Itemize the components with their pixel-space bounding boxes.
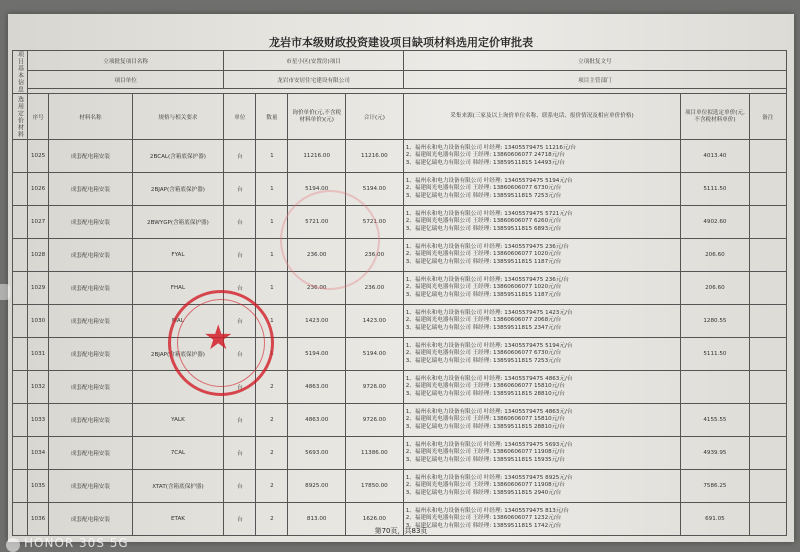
side-cell — [13, 272, 28, 305]
row-unit: 台 — [224, 140, 256, 173]
row-approved-price: 7586.25 — [681, 470, 749, 503]
header-unit: 单位 — [224, 94, 256, 140]
row-material-name: 成套配电箱安装 — [49, 338, 132, 371]
supplier-quote: 1、福州永和电力设备有限公司 叶经理: 13405579475 8925元/台 — [405, 474, 573, 481]
side-cell — [13, 404, 28, 437]
row-qty: 2 — [256, 470, 288, 503]
supplier-quote: 3、福建亿瑞电力有限公司 韩经理: 13859511815 28810元/台 — [405, 390, 565, 397]
side-label-project-info: 项目基本信息 — [13, 51, 28, 94]
row-approved-price: 4155.55 — [681, 404, 749, 437]
row-spec: 2BJAP(含箱底保护器) — [132, 338, 224, 371]
row-qty: 1 — [256, 305, 288, 338]
row-unit-price: 1423.00 — [288, 305, 346, 338]
row-remark — [749, 239, 786, 272]
table-row — [13, 305, 787, 338]
row-seq: 1035 — [27, 470, 48, 503]
row-unit: 台 — [224, 239, 256, 272]
approval-table — [12, 50, 787, 536]
row-spec: ETAK — [132, 503, 224, 536]
row-seq: 1036 — [27, 503, 48, 536]
supplier-quote: 1、福州永和电力设备有限公司 叶经理: 13405579475 5693元/台 — [405, 441, 573, 448]
row-remark — [749, 272, 786, 305]
row-unit-price: 813.00 — [288, 503, 346, 536]
row-remark — [749, 437, 786, 470]
supplier-quote: 2、福建闽光电器有限公司 王经理: 13860606077 2068元/台 — [405, 317, 562, 324]
row-seq: 1033 — [27, 404, 48, 437]
row-qty: 1 — [256, 206, 288, 239]
row-approved-price — [681, 371, 749, 404]
row-seq: 1028 — [27, 239, 48, 272]
project-name-value: 市星小区(安置房)项目 — [224, 51, 403, 71]
row-material-name: 成套配电箱安装 — [49, 140, 132, 173]
row-seq: 1025 — [27, 140, 48, 173]
supplier-quote: 3、福建亿瑞电力有限公司 韩经理: 13859511815 28810元/台 — [405, 423, 565, 430]
table-row — [13, 272, 787, 305]
row-approved-price: 206.60 — [681, 272, 749, 305]
form-title: 龙岩市本级财政投资建设项目缺项材料选用定价审批表 — [269, 36, 533, 49]
row-unit: 台 — [224, 206, 256, 239]
supplier-quote: 3、福建亿瑞电力有限公司 韩经理: 13859511815 15935元/台 — [405, 456, 565, 463]
row-approved-price: 4013.40 — [681, 140, 749, 173]
supplier-quote: 2、福建闽光电器有限公司 王经理: 13860606077 6260元/台 — [405, 218, 562, 225]
header-remark: 备注 — [749, 94, 786, 140]
row-remark — [749, 206, 786, 239]
row-remark — [749, 140, 786, 173]
row-suppliers — [403, 338, 681, 371]
supplier-quote: 1、福州永和电力设备有限公司 叶经理: 13405579475 5194元/台 — [405, 177, 573, 184]
side-cell — [13, 437, 28, 470]
row-total: 11216.00 — [346, 140, 404, 173]
approval-number-label: 立项批复文号 — [403, 51, 786, 71]
supplier-quote: 3、福建亿瑞电力有限公司 韩经理: 13859511815 1742元/台 — [405, 522, 562, 529]
table-row — [13, 206, 787, 239]
row-qty: 1 — [256, 338, 288, 371]
faded-stamp — [280, 190, 380, 290]
row-unit: 台 — [224, 173, 256, 206]
row-spec: XTAT(含箱底保护器) — [132, 470, 224, 503]
project-name-label: 立项批复项目名称 — [27, 51, 223, 71]
row-remark — [749, 404, 786, 437]
row-suppliers — [403, 371, 681, 404]
row-seq: 1031 — [27, 338, 48, 371]
row-qty: 1 — [256, 239, 288, 272]
table-row — [13, 173, 787, 206]
row-unit-price: 236.00 — [288, 239, 346, 272]
supplier-quote: 2、福建闽光电器有限公司 王经理: 13860606077 24718元/台 — [405, 152, 565, 159]
row-remark — [749, 338, 786, 371]
row-material-name: 成套配电箱安装 — [49, 239, 132, 272]
row-spec: FYAL — [132, 239, 224, 272]
supplier-quote: 1、福州永和电力设备有限公司 叶经理: 13405579475 5194元/台 — [405, 342, 573, 349]
row-qty: 2 — [256, 371, 288, 404]
side-cell — [13, 338, 28, 371]
table-row — [13, 239, 787, 272]
row-material-name: 成套配电箱安装 — [49, 371, 132, 404]
supplier-quote: 1、福州永和电力设备有限公司 叶经理: 13405579475 5721元/台 — [405, 210, 573, 217]
row-qty: 2 — [256, 437, 288, 470]
document-sheet — [8, 14, 794, 542]
header-row — [13, 94, 787, 140]
row-total: 5194.00 — [346, 338, 404, 371]
row-suppliers — [403, 140, 681, 173]
supplier-quote: 1、福州永和电力设备有限公司 叶经理: 13405579475 236元/台 — [405, 243, 569, 250]
table-row — [13, 338, 787, 371]
table-row — [13, 437, 787, 470]
row-spec: 2BWYGP(含箱底保护器) — [132, 206, 224, 239]
row-total: 9726.00 — [346, 404, 404, 437]
side-cell — [13, 140, 28, 173]
honor-logo-icon — [6, 538, 20, 552]
row-spec: YALK — [132, 404, 224, 437]
table-row — [13, 140, 787, 173]
row-material-name: 成套配电箱安装 — [49, 437, 132, 470]
row-suppliers — [403, 305, 681, 338]
row-spec: 7CAL — [132, 437, 224, 470]
supplier-quote: 2、福建闽光电器有限公司 王经理: 13860606077 6730元/台 — [405, 350, 562, 357]
supplier-quote: 2、福建闽光电器有限公司 王经理: 13860606077 1020元/台 — [405, 251, 562, 258]
header-qty: 数量 — [256, 94, 288, 140]
side-label-materials: 选用定价材料 — [13, 94, 28, 140]
row-qty: 1 — [256, 272, 288, 305]
row-total: 1626.00 — [346, 503, 404, 536]
supplier-quote: 2、福建闽光电器有限公司 王经理: 13860606077 15810元/台 — [405, 383, 565, 390]
supplier-quote: 3、福建亿瑞电力有限公司 韩经理: 13859511815 2940元/台 — [405, 489, 562, 496]
side-cell — [13, 305, 28, 338]
side-cell — [13, 206, 28, 239]
row-total: 9726.00 — [346, 371, 404, 404]
header-name: 材料名称 — [49, 94, 132, 140]
supplier-quote: 2、福建闽光电器有限公司 王经理: 13860606077 11908元/台 — [405, 482, 565, 489]
row-unit: 台 — [224, 503, 256, 536]
row-spec: FHAL — [132, 272, 224, 305]
row-approved-price: 206.60 — [681, 239, 749, 272]
table-row — [13, 470, 787, 503]
row-remark — [749, 371, 786, 404]
header-approved-price: 项目单位拟选定单价(元,不含税材料单价) — [681, 94, 749, 140]
row-approved-price: 5111.50 — [681, 173, 749, 206]
row-unit-price: 8925.00 — [288, 470, 346, 503]
table-row — [13, 371, 787, 404]
row-material-name: 成套配电箱安装 — [49, 470, 132, 503]
header-unit-price: 询价单价(元,不含税材料单价)(元) — [288, 94, 346, 140]
row-material-name: 成套配电箱安装 — [49, 503, 132, 536]
header-suppliers: 采集来源(三家及以上询价单位名称、联系电话、报价情况及相应单价价格) — [403, 94, 681, 140]
supplier-quote: 1、福州永和电力设备有限公司 叶经理: 13405579475 4863元/台 — [405, 375, 573, 382]
supplier-quote: 2、福建闽光电器有限公司 王经理: 13860606077 6730元/台 — [405, 185, 562, 192]
star-icon: ★ — [203, 318, 234, 358]
supplier-quote: 1、福州永和电力设备有限公司 叶经理: 13405579475 813元/台 — [405, 507, 569, 514]
row-approved-price: 691.05 — [681, 503, 749, 536]
row-material-name: 成套配电箱安装 — [49, 272, 132, 305]
row-suppliers — [403, 173, 681, 206]
row-spec: 2BCAL(含箱底保护器) — [132, 140, 224, 173]
side-cell — [13, 173, 28, 206]
row-total: 17850.00 — [346, 470, 404, 503]
supplier-quote: 2、福建闽光电器有限公司 王经理: 13860606077 1232元/台 — [405, 515, 562, 522]
row-seq: 1032 — [27, 371, 48, 404]
row-material-name: 成套配电箱安装 — [49, 404, 132, 437]
side-cell — [13, 239, 28, 272]
supplier-quote: 1、福州永和电力设备有限公司 叶经理: 13405579475 4863元/台 — [405, 408, 573, 415]
supplier-quote: 3、福建亿瑞电力有限公司 韩经理: 13859511815 7253元/台 — [405, 357, 562, 364]
row-material-name: 成套配电箱安装 — [49, 305, 132, 338]
row-unit-price: 5194.00 — [288, 338, 346, 371]
supplier-quote: 3、福建亿瑞电力有限公司 韩经理: 13859511815 1187元/台 — [405, 291, 562, 298]
side-scroll-handle[interactable] — [0, 284, 10, 300]
supplier-quote: 3、福建亿瑞电力有限公司 韩经理: 13859511815 2347元/台 — [405, 324, 562, 331]
row-suppliers — [403, 239, 681, 272]
row-unit: 台 — [224, 371, 256, 404]
row-approved-price: 4939.95 — [681, 437, 749, 470]
row-approved-price: 5111.50 — [681, 338, 749, 371]
supplier-quote: 3、福建亿瑞电力有限公司 韩经理: 13859511815 14493元/台 — [405, 159, 565, 166]
row-seq: 1027 — [27, 206, 48, 239]
device-watermark: HONOR 30S 5G — [24, 536, 129, 550]
header-spec: 规格与相关要求 — [132, 94, 224, 140]
row-approved-price: 4902.60 — [681, 206, 749, 239]
row-suppliers — [403, 437, 681, 470]
row-suppliers — [403, 272, 681, 305]
row-seq: 1034 — [27, 437, 48, 470]
supplier-quote: 2、福建闽光电器有限公司 王经理: 13860606077 1020元/台 — [405, 284, 562, 291]
row-unit-price: 5194.00 — [288, 173, 346, 206]
row-material-name: 成套配电箱安装 — [49, 173, 132, 206]
row-seq: 1026 — [27, 173, 48, 206]
row-total: 236.00 — [346, 272, 404, 305]
row-seq: 1030 — [27, 305, 48, 338]
row-remark — [749, 305, 786, 338]
header-total: 合计(元) — [346, 94, 404, 140]
row-remark — [749, 470, 786, 503]
page-number: 第70页，共83页 — [374, 527, 428, 535]
company-seal — [168, 290, 274, 396]
supplier-quote: 2、福建闽光电器有限公司 王经理: 13860606077 15810元/台 — [405, 416, 565, 423]
row-spec: 2BJAP(含箱底保护器) — [132, 173, 224, 206]
row-unit-price: 11216.00 — [288, 140, 346, 173]
row-unit: 台 — [224, 404, 256, 437]
row-total: 5194.00 — [346, 173, 404, 206]
row-unit: 台 — [224, 338, 256, 371]
row-unit: 台 — [224, 305, 256, 338]
row-qty: 1 — [256, 140, 288, 173]
department-label: 项目主管部门 — [403, 71, 786, 89]
row-suppliers — [403, 206, 681, 239]
row-seq: 1029 — [27, 272, 48, 305]
supplier-quote: 1、福州永和电力设备有限公司 叶经理: 13405579475 1423元/台 — [405, 309, 573, 316]
row-material-name: 成套配电箱安装 — [49, 206, 132, 239]
header-seq: 序号 — [27, 94, 48, 140]
row-unit-price: 5693.00 — [288, 437, 346, 470]
table-row — [13, 404, 787, 437]
supplier-quote: 3、福建亿瑞电力有限公司 韩经理: 13859511815 6893元/台 — [405, 225, 562, 232]
row-unit-price: 4863.00 — [288, 404, 346, 437]
row-total: 1423.00 — [346, 305, 404, 338]
supplier-quote: 1、福州永和电力设备有限公司 叶经理: 13405579475 11216元/台 — [405, 144, 576, 151]
row-unit: 台 — [224, 437, 256, 470]
row-qty: 1 — [256, 173, 288, 206]
row-unit-price: 4863.00 — [288, 371, 346, 404]
row-unit: 台 — [224, 470, 256, 503]
row-suppliers — [403, 470, 681, 503]
row-qty: 2 — [256, 404, 288, 437]
row-unit-price: 236.00 — [288, 272, 346, 305]
row-approved-price: 1280.55 — [681, 305, 749, 338]
supplier-quote: 2、福建闽光电器有限公司 王经理: 13860606077 11908元/台 — [405, 449, 565, 456]
row-unit-price: 5721.00 — [288, 206, 346, 239]
side-cell — [13, 371, 28, 404]
supplier-quote: 3、福建亿瑞电力有限公司 韩经理: 13859511815 7253元/台 — [405, 192, 562, 199]
row-total: 11386.00 — [346, 437, 404, 470]
project-unit-value: 龙岩市安居住宅建设有限公司 — [224, 71, 403, 89]
row-total: 5721.00 — [346, 206, 404, 239]
supplier-quote: 1、福州永和电力设备有限公司 叶经理: 13405579475 236元/台 — [405, 276, 569, 283]
row-qty: 2 — [256, 503, 288, 536]
project-unit-label: 项目单位 — [27, 71, 223, 89]
supplier-quote: 3、福建亿瑞电力有限公司 韩经理: 13859511815 1187元/台 — [405, 258, 562, 265]
row-suppliers — [403, 404, 681, 437]
row-spec: MAL — [132, 305, 224, 338]
row-total: 236.00 — [346, 239, 404, 272]
row-unit: 台 — [224, 272, 256, 305]
side-cell — [13, 470, 28, 503]
row-remark — [749, 173, 786, 206]
